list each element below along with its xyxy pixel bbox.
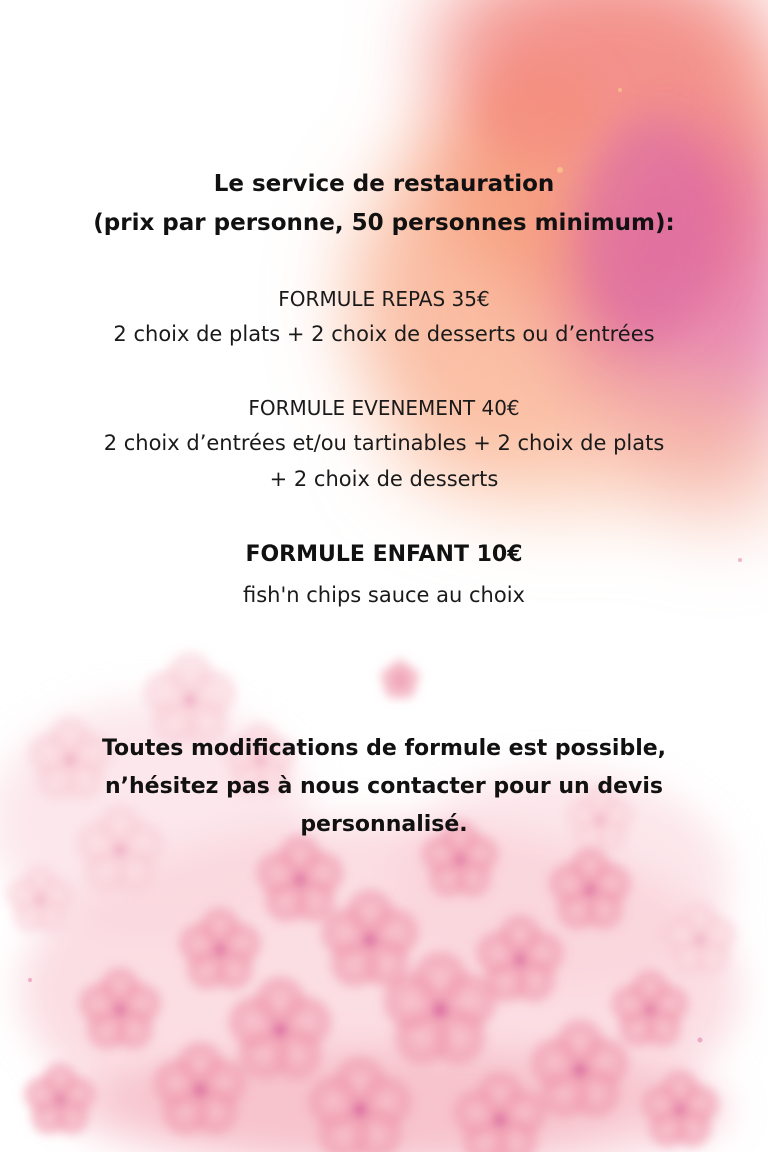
formule-enfant-description: fish'n chips sauce au choix	[243, 583, 525, 607]
closing-line-3: personnalisé.	[300, 812, 468, 837]
formule-repas-title: FORMULE REPAS 35€	[278, 287, 490, 311]
formule-evenement-title: FORMULE EVENEMENT 40€	[248, 396, 520, 420]
closing-line-1: Toutes modifications de formule est possible,	[101, 736, 667, 761]
formule-evenement-description-2: + 2 choix de desserts	[269, 467, 499, 491]
heading-title: Le service de restauration	[213, 171, 555, 197]
closing-line-2: n’hésitez pas à nous contacter pour un devis	[104, 774, 663, 799]
formule-repas-description: 2 choix de plats + 2 choix de desserts ou d’entrées	[113, 322, 655, 346]
heading-subtitle: (prix par personne, 50 personnes minimum):	[93, 210, 675, 236]
formule-enfant-title: FORMULE ENFANT 10€	[245, 542, 523, 567]
formule-evenement-description-1: 2 choix d’entrées et/ou tartinables + 2 choix de plats	[103, 431, 665, 455]
